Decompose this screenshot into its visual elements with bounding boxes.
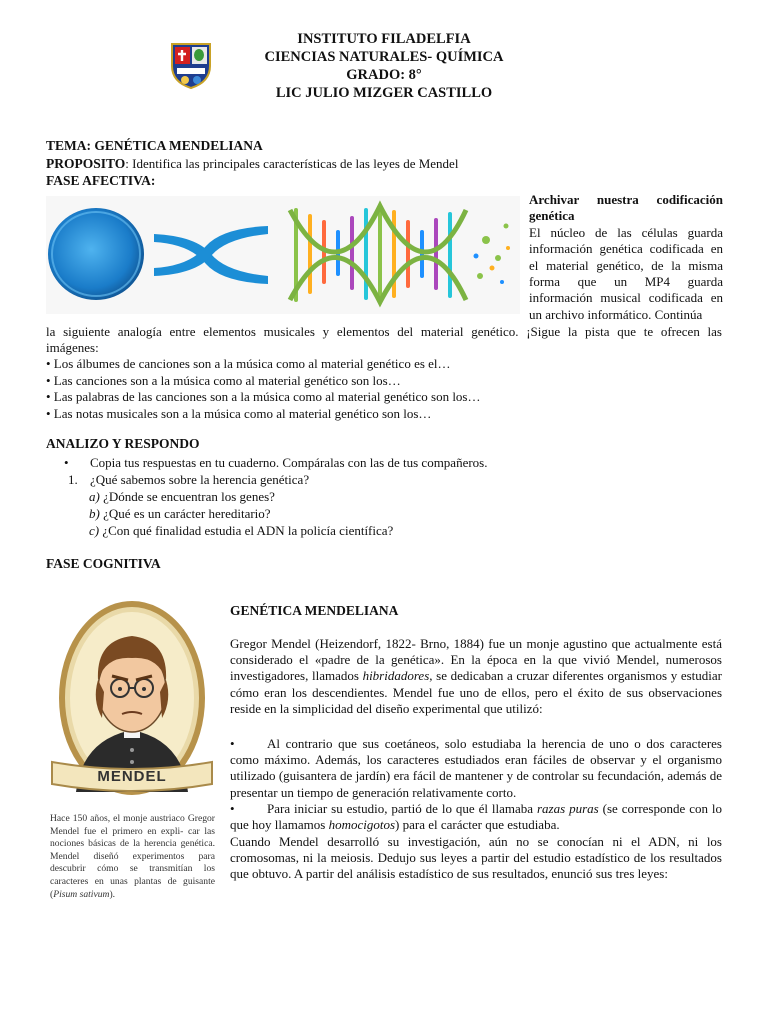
- bullet-text: Al contrario que sus coetáneos, solo estudiaba la herencia de uno o dos caracteres como máximo. Además, los caracteres estudiados eran fáciles de observar y el organismo utilizado (guisantera de jardín) era fácil de mantener y de controlar su fecundación, además de presentar un tiempo de generación relativamente corto.: [230, 736, 722, 800]
- bullet-text: ) para el carácter que estudiaba.: [395, 817, 560, 833]
- side-box-title: Archivar nuestra codificación genética: [529, 192, 723, 224]
- grade: GRADO: 8°: [346, 67, 422, 83]
- list-item: • Los álbumes de canciones son a la música como al material genético es el…: [46, 356, 451, 371]
- fase-cognitiva-heading: FASE COGNITIVA: [46, 556, 161, 571]
- sub-question-c: [89, 522, 393, 540]
- side-box-text: El núcleo de las células guarda información genética codificada en el material genético, de la misma forma que un MP4 guarda información musical codificada en un archivo informático. Continúa: [529, 224, 723, 322]
- question-number: 1.: [68, 472, 78, 487]
- genetica-bullet-1: [230, 736, 722, 801]
- sub-question-b: [89, 505, 271, 523]
- proposito-line: [46, 156, 458, 172]
- sub-question-letter: c): [89, 523, 100, 538]
- sub-question-letter: b): [89, 506, 100, 521]
- analogy-intro-line1: la siguiente analogía entre elementos musicales y elementos del material genético. ¡Sigue la pista que te ofrecen las: [46, 324, 722, 339]
- fase-afectiva-heading: FASE AFECTIVA:: [46, 173, 156, 188]
- sub-question-letter: a): [89, 489, 100, 504]
- list-item: • Las canciones son a la música como al material genético son los…: [46, 372, 401, 388]
- caption-text: Hace 150 años, el monje austriaco Gregor Mendel fue el primero en expli- car las nociones básicas de la herencia genética. Mendel diseñó experimentos para descubrir cómo se transmitían los caracteres en unas plantas de guisante (: [50, 813, 215, 900]
- institution-name: INSTITUTO FILADELFIA: [297, 31, 471, 47]
- sub-question-text: ¿Con qué finalidad estudia el ADN la policía científica?: [99, 523, 394, 538]
- paragraph-text: Gregor Mendel (Heizendorf, 1822- Brno, 1884) fue un monje agustino que actualmente está considerado el «padre de la genética». En la época en la que vivió Mendel, numerosos investigadores, llamados: [230, 636, 722, 684]
- paragraph-italic: hibridadores: [362, 668, 430, 684]
- subject-name: CIENCIAS NATURALES- QUÍMICA: [264, 49, 504, 65]
- analogy-list: [46, 356, 481, 422]
- sub-question-text: ¿Dónde se encuentran los genes?: [99, 489, 275, 504]
- bullet-italic: razas puras: [536, 801, 599, 816]
- bullet-dot: •: [230, 801, 235, 816]
- list-item: • Las palabras de las canciones son a la música como al material genético son los…: [46, 389, 481, 404]
- proposito-text: : Identifica las principales características de las leyes de Mendel: [125, 156, 459, 171]
- document-header: [0, 30, 768, 102]
- analizo-bullet: [64, 454, 487, 472]
- mendel-caption: [50, 813, 215, 901]
- analizo-bullet-text: Copia tus respuestas en tu cuaderno. Compáralas con las de tus compañeros.: [90, 455, 488, 470]
- paragraph-text: , se dedicaban a cruzar diferentes organismos y estudiar cómo eran los descendientes. Mendel fue uno de ellos, pero el éxito de sus observaciones reside en la simplicidad del diseño experimental que utilizó:: [230, 668, 722, 716]
- mendel-portrait-illustration: [46, 600, 218, 802]
- sub-question-a: [89, 488, 275, 506]
- cell-chromosome-dna-illustration: [46, 196, 520, 314]
- bullet-italic: homocigotos: [328, 817, 396, 833]
- list-item: • Las notas musicales son a la música como al material genético son los…: [46, 405, 432, 421]
- genetica-paragraph-1: [230, 636, 722, 717]
- analizo-heading: ANALIZO Y RESPONDO: [46, 436, 200, 451]
- proposito-label: PROPOSITO: [46, 156, 126, 171]
- sub-question-text: ¿Qué es un carácter hereditario?: [99, 506, 271, 521]
- tema-heading: TEMA: GENÉTICA MENDELIANA: [46, 138, 263, 153]
- bullet-dot: •: [230, 736, 235, 751]
- bullet-text: Para iniciar su estudio, partió de lo que él llamaba: [267, 801, 537, 816]
- question-1: [68, 471, 309, 489]
- genetica-title: GENÉTICA MENDELIANA: [230, 603, 399, 618]
- teacher-name: LIC JULIO MIZGER CASTILLO: [275, 85, 493, 101]
- analogy-intro-line2: imágenes:: [46, 340, 99, 355]
- bullet-text: (se corresponde con lo que hoy llamamos: [230, 801, 723, 833]
- caption-end: ).: [109, 888, 116, 900]
- caption-species: Pisum sativum: [53, 888, 110, 900]
- genetica-paragraph-2: Cuando Mendel desarrolló su investigación, aún no se conocían ni el ADN, ni los cromosomas, ni la meiosis. Dedujo sus leyes a partir del estudio estadístico de los resultados que obtuvo. A partir del análisis estadístico de sus resultados, enunció sus tres leyes:: [230, 834, 722, 882]
- svg-text:MENDEL: MENDEL: [97, 768, 167, 785]
- genetica-bullet-2: [230, 801, 722, 833]
- question-text: ¿Qué sabemos sobre la herencia genética?: [90, 472, 310, 487]
- bullet-dot: •: [64, 455, 69, 470]
- side-box: [529, 192, 723, 323]
